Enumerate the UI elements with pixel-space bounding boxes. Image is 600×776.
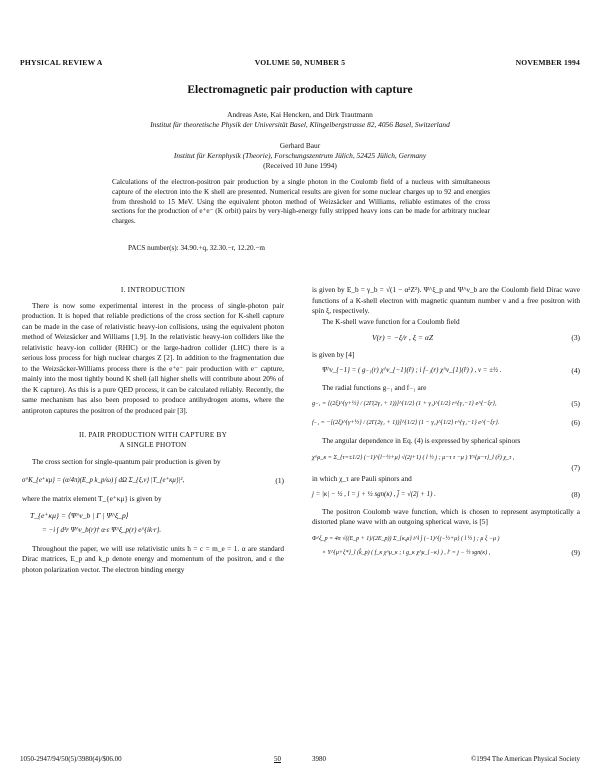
given-by-text: is given by [4] [312,349,355,359]
section-2-heading-line-1: II. PAIR PRODUCTION WITH CAPTURE BY [78,430,228,440]
k-shell-intro: The K-shell wave function for a Coulomb field [322,316,460,326]
radial-functions-text: The radial functions g₋₁ and f₋₁ are [322,382,427,392]
equation-7-number: (7) [571,463,580,472]
paper-title: Electromagnetic pair production with capture [187,84,413,96]
equation-1: σ^K_{e⁺κμ} = (α/4π)(E_p k_p/ω) ∫ dΩ Σ_{ξ,ν} |T_{e⁺κμ}|², [22,476,185,484]
equation-1-number: (1) [275,475,284,485]
equation-3-number: (3) [571,333,580,342]
footer-copyright: ©1994 The American Physical Society [470,755,580,763]
section-1-heading: I. INTRODUCTION [120,285,186,294]
equation-9a: Φ^ξ_p = 4π √((E_p + 1)/(2E_p)) Σ_{κ,μ} i^l j̄ (−1)^{j−½+μ} ( l ½ j ; μ ξ −μ ) [312,535,500,542]
authors-group-1: Andreas Aste, Kai Hencken, and Dirk Trautmann [227,110,373,119]
journal-name: PHYSICAL REVIEW A [20,58,103,67]
abstract: Calculations of the electron-positron pair production by a single photon in the Coulomb field of a nucleus with simultaneous capture of the electron into the K shell are presented. Numerical results are given for some nuclear charges up to 92 and energies from threshold to 15 MeV. Using the equivalent photon method of Weizsäcker and Williams, reliable estimates of the cross sections for the production of e⁺e⁻ (K orbit) pairs by very-high-energy fully stripped heavy ions can be made for arbitrary nuclear charges. [112,178,490,226]
equation-8-number: (8) [571,490,580,499]
positron-wave-text: The positron Coulomb wave function, which is chosen to represent asymptotically a distorted plane wave with an outgoing spherical wave, is [5] [312,506,580,526]
section-2-heading-line-2: A SINGLE PHOTON [119,439,187,449]
equation-6-number: (6) [571,417,580,427]
footer-page: 3980 [312,755,326,763]
authors-group-2: Gerhard Baur [279,141,321,150]
equation-5-number: (5) [571,399,580,408]
equation-4-number: (4) [571,366,580,375]
equation-6: f₋₁ = −[(2ξ)^{γ+½} / (2Γ(2γ₁ + 1))]^{1/2} (1 − γ₁)^{1/2} r^{γ₁−1} e^{−ξr}. [312,418,500,426]
equation-4: Ψ^ν_{−1} = ( g₋₁(r) χ^ν_{−1}(r̂) ; i f₋₁(r) χ^ν_{1}(r̂) ) , ν = ±½ . [322,367,502,374]
equation-2a: T_{e⁺κμ} = ⟨Ψ^ν_b | Γ | Ψ^ξ_p⟩ [30,510,129,520]
issue-date: NOVEMBER 1994 [515,58,580,67]
binding-energy-paragraph: is given by E_b = γ_b = √(1 − α²Z²). Ψ^ξ_p and Ψ^ν_b are the Coulomb field Dirac wave functions of a K-shell electron with magnetic quantum number ν and a free positron with spin ξ, respectively. [312,285,580,315]
cross-section-intro: The cross section for single-quantum pair production is given by [32,457,221,467]
affiliation-1: Institut für theoretische Physik der Universität Basel, Klingelbergstrasse 82, 4056 Basel, Switzerland [150,120,450,129]
footer-volume: 50 [274,755,281,763]
units-paragraph: Throughout the paper, we will use relativistic units ħ = c = m_e = 1. α are standard Dirac matrices, E_p and k_p denote energy and momentum of the positron, and ε the photon polarization vector. The electron binding energy [22,543,284,574]
angular-dependence-text: The angular dependence in Eq. (4) is expressed by spherical spinors [322,436,521,445]
affiliation-2: Institut für Kernphysik (Theorie), Forschungszentrum Jülich, 52425 Jülich, Germany [173,151,427,160]
equation-5: g₋₁ = [(2ξ)^{γ+½} / (2Γ(2γ₁ + 1))]^{1/2} (1 + γ₁)^{1/2} r^{γ₁−1} e^{−ξr}, [312,400,497,407]
pauli-spinors-text: in which χ_τ are Pauli spinors and [312,473,412,483]
equation-8: j = |κ| − ½ , l = j + ½ sgn(κ) , j̄ = √(2j + 1) . [312,491,436,498]
equation-9-number: (9) [571,548,580,557]
left-column [22,285,284,575]
equation-9b: × Y^{μ+ξ*}_l (k̂_p) ( f_κ χ^μ_κ ; i g_κ χ^μ_{−κ} ) , l′ = j − ½ sgn(κ) , [322,550,491,556]
equation-3: V(r) = −ξ/r , ξ = αZ [372,333,434,342]
volume-number: VOLUME 50, NUMBER 5 [254,58,346,67]
intro-paragraph: There is now some experimental interest in the process of single-photon pair production. It is hoped that reliable predictions of the cross section for K-shell capture can be made in the case of relativistic heavy-ion collisions, using the equivalent photon method of Weizsäcker and Williams [1,9]. In the relativistic heavy-ion colliders like the relativistic heavy-ion collider (RHIC) or the large-hadron collider (LHC) there is a serious loss process for high nuclear charges Z [2]. In addition to the fragmentation due to the Weizsäcker-Williams process there is the e⁺e⁻ pair production with e⁻ capture, mainly into the most tightly bound K shell (all higher shells will contribute about 20% of the K capture). As this is a pure QED process, it can be calculated reliably. Recently, the same mechanism has also been proposed to produce antihydrogen atoms, where the antiproton captures the positron of the produced pair [3]. [22,300,284,415]
footer-code: 1050-2947/94/50(5)/3980(4)/$06.00 [20,755,122,763]
matrix-element-intro: where the matrix element T_{e⁺κμ} is given by [22,494,162,504]
received-date: (Received 10 June 1994) [263,161,337,170]
equation-2b: = −i ∫ d³r Ψ^ν_b(r)† α·ε Ψ^ξ_p(r) e^{ik·r}. [42,526,162,535]
equation-7: χ^μ_κ = Σ_{τ=±1/2} (−1)^{l−½+μ} √(2j+1) ( l ½ j ; μ−τ τ −μ ) Y^{μ−τ}_l (r̂) χ_τ , [312,454,515,461]
right-column [312,285,580,559]
pacs-numbers: PACS number(s): 34.90.+q, 32.30.−r, 12.20.−m [128,244,265,252]
